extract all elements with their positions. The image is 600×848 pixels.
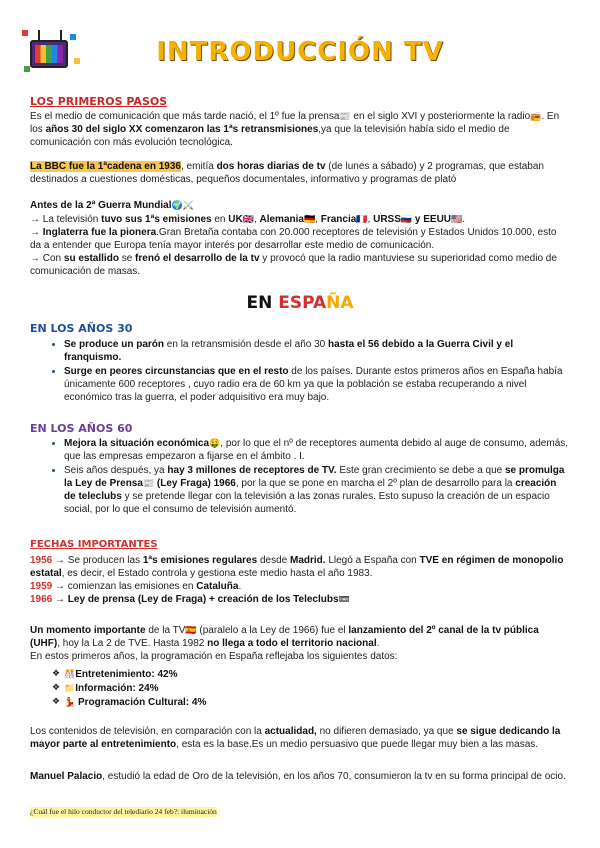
list-anos30 — [30, 338, 570, 405]
paragraph-momento: Un momento importante de la TV🇪🇸 (paralelo a la Ley de 1966) fue el lanzamiento del 2º canal de la tv pública (UHF), hoy la La 2 de TVE. Hasta 1982 no llega a todo el territorio nacional. En estos primeros años, la programación en España reflejaba los siguientes datos: — [30, 625, 539, 662]
section-heading-anos60: EN LOS AÑOS 60 — [30, 422, 133, 435]
list-item: • Se produce un parón en la retransmisión desde el año 30 hasta el 56 debido a la Guerra Civil y el franquismo. — [64, 338, 570, 364]
list-item: • Mejora la situación económica🤑, por lo que el nº de receptores aumenta debido al auge de consumo, además, que las empresas empezaron a fijarse en el ámbito . I. — [64, 437, 570, 463]
flag-uk-icon: 🇬🇧 — [242, 214, 254, 224]
newspaper-icon: 📰 — [142, 478, 155, 488]
paragraph-palacio: Manuel Palacio, estudió la edad de Oro de la televisión, en los años 70, consumieron la tv en su forma principal de ocio. — [30, 771, 566, 782]
folder-icon: 📁 — [64, 683, 76, 693]
party-icon: 🎊 — [64, 669, 76, 679]
list-item: • Surge en peores circunstancias que en el resto de los países. Durante estos primeros años en España había únicamente 600 receptores , cuyo radio era de 60 km ya que la población se estaba recuperando a nivel económico tras la guerra, el poder adquisitivo era muy bajo. — [64, 365, 570, 404]
section-heading-fechas: FECHAS IMPORTANTES — [30, 539, 158, 550]
flag-germany-icon: 🇩🇪 — [303, 214, 316, 224]
newspaper-icon: 📰 — [339, 111, 351, 121]
footer-note: ¿Cuál fue el hilo conductor del telediario 24 feb?: iluminación — [30, 807, 217, 816]
flag-usa-icon: 🇺🇸 — [451, 214, 463, 224]
paragraph-contenidos: Los contenidos de televisión, en comparación con la actualidad, no difieren demasiado, ya que se sigue dedicando la mayor parte al entretenimiento, esta es la base.Es un medio persuasivo que puede llegar muy bien a las masas. — [30, 726, 561, 750]
list-item: ❖ 🎊Entretenimiento: 42% — [64, 668, 570, 681]
list-anos60 — [30, 437, 570, 517]
paragraph-primeros: Es el medio de comunicación que más tarde nació, el 1º fue la prensa📰 en el siglo XVI y posteriormente la radio📻. En los años 30 del siglo XX comenzaron las 1ªs retransmisiones,ya que la televisión había sido el medio de comunicación con más evolución tecnológica. — [30, 111, 560, 148]
list-item: ❖ 📁Información: 24% — [64, 682, 570, 695]
section-heading-anos30: EN LOS AÑOS 30 — [30, 322, 133, 335]
section-heading-primeros: LOS PRIMEROS PASOS — [30, 95, 168, 108]
paragraph-bbc: La BBC fue la 1ªcadena en 1936, emitía dos horas diarias de tv (de lunes a sábado) y 2 programas, que estaban destinados a cuestiones domésticas, pequeños documentales, informativo y programas de plató — [30, 161, 544, 185]
globe-icon: 🌍⚔️ — [171, 200, 194, 210]
guerra-heading: Antes de la 2ª Guerra Mundial🌍⚔️ — [30, 200, 194, 211]
flag-france-icon: 🇫🇷 — [356, 214, 368, 224]
section-title-espana: EN ESPAÑA — [246, 293, 354, 313]
page-title: INTRODUCCIÓN TV — [156, 37, 444, 67]
list-item: • Seis años después, ya hay 3 millones de receptores de TV. Este gran crecimiento se debe a que se promulga la Ley de Prensa📰 (Ley Fraga) 1966, por la que se pone en marcha el 2º plan de desarrollo para la creación de teleclubs y se pretende llegar con la televisión a las zonas rurales. Esto supuso la creación de un espacio social, por lo que el consumo de televisión aumentó. — [64, 464, 570, 516]
list-item: ❖ 💃 Programación Cultural: 4% — [64, 696, 570, 709]
radio-icon: 📻 — [530, 111, 542, 121]
flag-spain-icon: 🇪🇸 — [185, 625, 197, 635]
programacion-list — [30, 668, 570, 710]
tv-icon: 📼 — [338, 594, 350, 604]
guerra-list: → La televisión tuvo sus 1ªs emisiones en UK🇬🇧, Alemania🇩🇪, Francia🇫🇷, URSS🇷🇺 y EEUU🇺🇸. → Inglaterra fue la pionera.Gran Bretaña contaba con 20.000 receptores de televisión y Estados Unidos 10.000, esto da a entender que Europa tenía mayor interés por desarrollar este medio de comunicación. → Con su estallido se frenó el desarrollo de la tv y provocó que la radio mantuviese su superioridad como medio de comunicación de masas. — [30, 214, 557, 277]
money-face-icon: 🤑 — [209, 438, 221, 448]
dancer-icon: 💃 — [64, 697, 76, 707]
fechas-list: 1956 → Se producen las 1ªs emisiones regulares desde Madrid. Llegó a España con TVE en régimen de monopolio estatal, es decir, el Estado controla y gestiona este medio hasta el año 1983. 1959 → comienzan las emisiones en Cataluña. 1966 → Ley de prensa (Ley de Fraga) + creación de los Teleclubs📼 — [30, 555, 564, 605]
flag-russia-icon: 🇷🇺 — [400, 214, 413, 224]
